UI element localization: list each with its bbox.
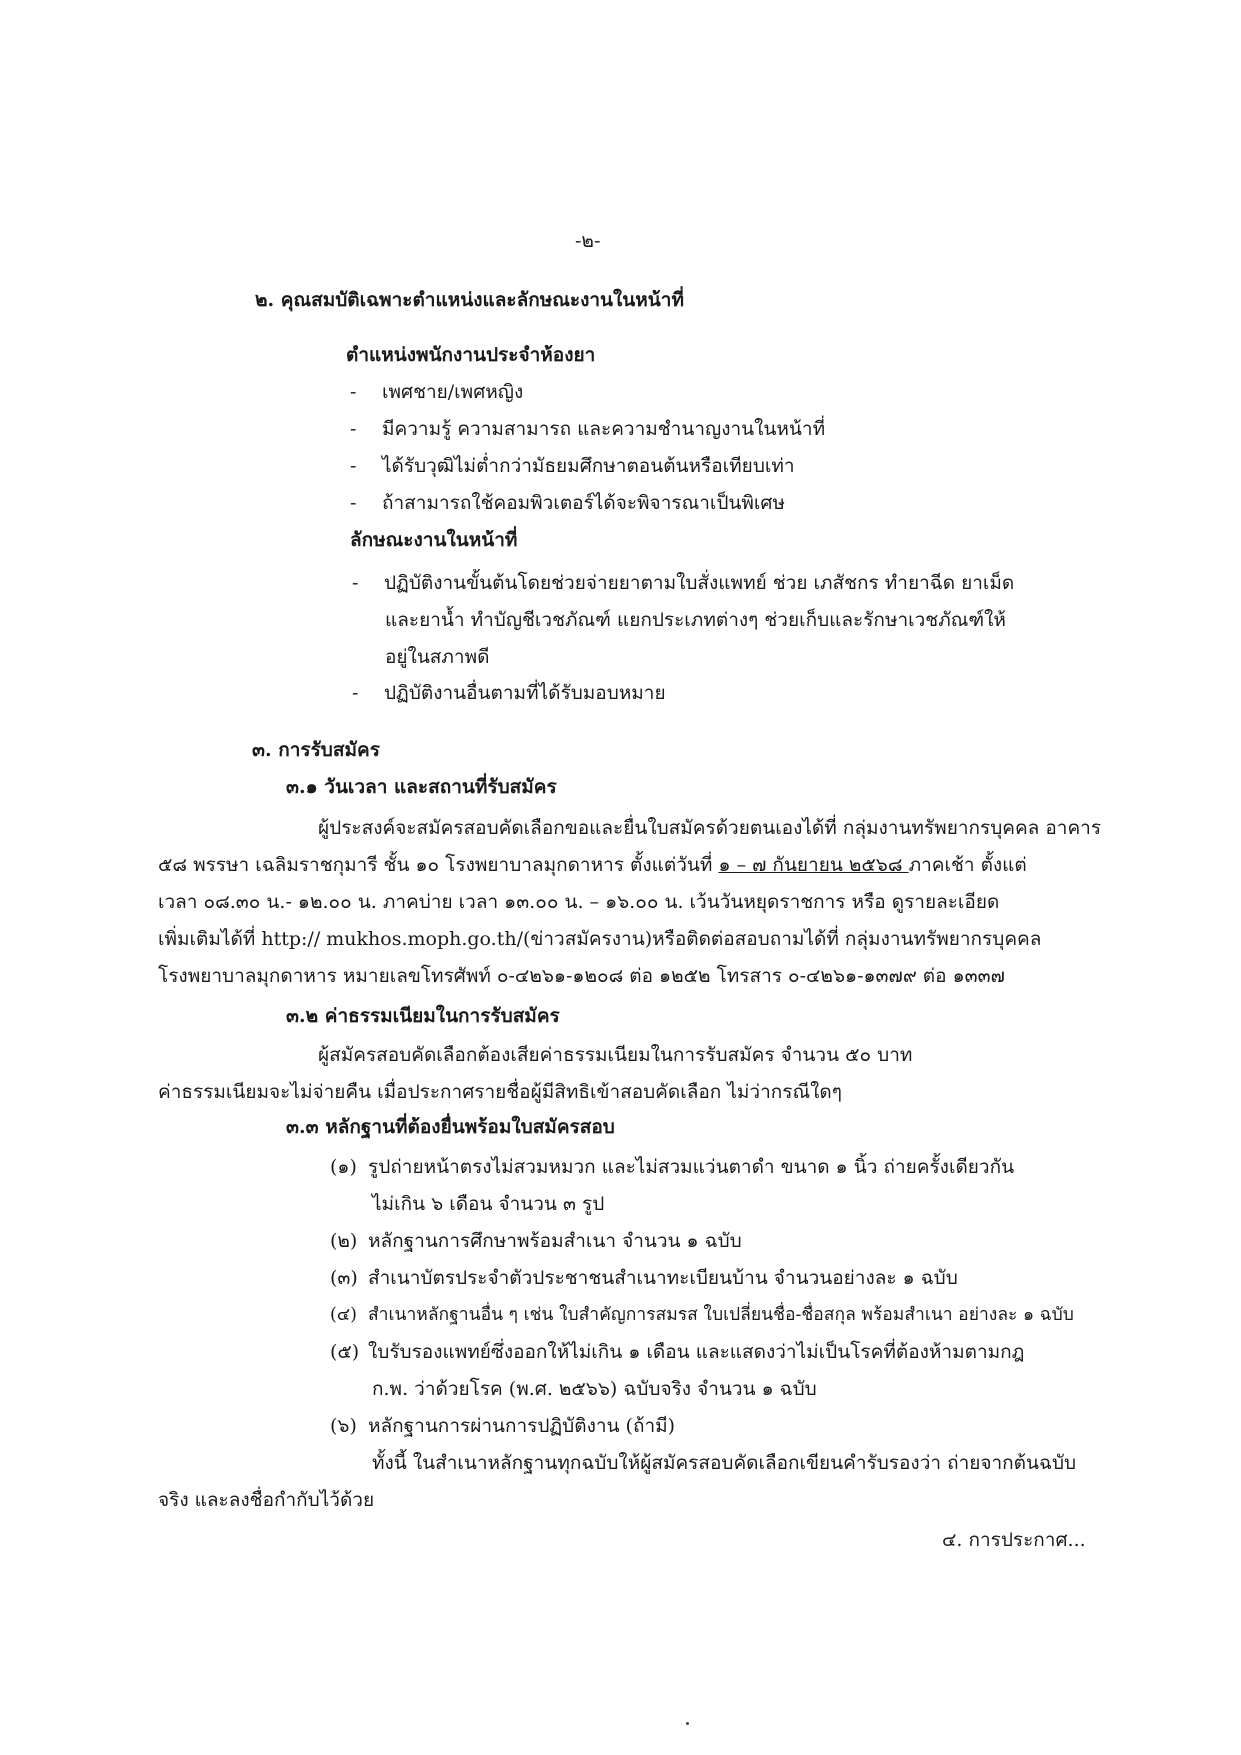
item-number: (๕) xyxy=(330,1341,360,1363)
next-page-reference: ๔. การประกาศ... xyxy=(942,1529,1086,1551)
qualification-text: ได้รับวุฒิไม่ต่ำกว่ามัธยมศึกษาตอนต้นหรือเทียบเท่า xyxy=(382,455,795,477)
item-text: สำเนาหลักฐานอื่น ๆ เช่น ใบสำคัญการสมรส ใบเปลี่ยนชื่อ-ชื่อสกุล พร้อมสำเนา อย่างละ ๑ ฉบับ xyxy=(368,1305,1074,1325)
qualification-item xyxy=(350,453,795,479)
page-number: -๒- xyxy=(575,230,601,252)
paragraph-line: ค่าธรรมเนียมจะไม่จ่ายคืน เมื่อประกาศรายชื่อผู้มีสิทธิเข้าสอบคัดเลือก ไม่ว่ากรณีใดๆ xyxy=(158,1081,842,1103)
item-number: (๒) xyxy=(330,1230,358,1252)
item-number: (๖) xyxy=(330,1415,357,1437)
duty-text: ปฏิบัติงานอื่นตามที่ได้รับมอบหมาย xyxy=(384,682,666,704)
qualification-item xyxy=(350,379,523,405)
paragraph-line xyxy=(158,852,1027,878)
position-title: ตำแหน่งพนักงานประจำห้องยา xyxy=(346,344,596,366)
bullet-dash: - xyxy=(350,418,357,440)
section2-heading: ๒. คุณสมบัติเฉพาะตำแหน่งและลักษณะงานในหน้าที่ xyxy=(255,289,684,311)
qualification-item xyxy=(350,416,825,442)
certification-note: ทั้งนี้ ในสำเนาหลักฐานทุกฉบับให้ผู้สมัครสอบคัดเลือกเขียนคำรับรองว่า ถ่ายจากต้นฉบับ xyxy=(372,1452,1077,1474)
application-date: ๑ – ๗ กันยายน ๒๕๖๘ xyxy=(718,854,909,876)
subsection-3-2-heading: ๓.๒ ค่าธรรมเนียมในการรับสมัคร xyxy=(286,1005,560,1027)
document-item xyxy=(330,1339,1024,1365)
document-item xyxy=(330,1302,1074,1328)
duty-continuation: อยู่ในสภาพดี xyxy=(385,646,490,668)
item-number: (๔) xyxy=(330,1305,357,1325)
document-item xyxy=(330,1228,742,1254)
bullet-dash: - xyxy=(352,572,359,594)
item-continuation: ไม่เกิน ๖ เดือน จำนวน ๓ รูป xyxy=(372,1193,605,1215)
item-number: (๑) xyxy=(330,1156,357,1178)
duty-item xyxy=(352,680,666,706)
item-continuation: ก.พ. ว่าด้วยโรค (พ.ศ. ๒๕๖๖) ฉบับจริง จำนวน ๑ ฉบับ xyxy=(372,1378,817,1400)
document-item xyxy=(330,1265,958,1291)
duty-continuation: และยาน้ำ ทำบัญชีเวชภัณฑ์ แยกประเภทต่างๆ ช่วยเก็บและรักษาเวชภัณฑ์ให้ xyxy=(385,609,1006,631)
duties-title: ลักษณะงานในหน้าที่ xyxy=(350,529,518,551)
section3-heading: ๓. การรับสมัคร xyxy=(252,739,380,761)
document-item xyxy=(330,1413,675,1439)
item-text: หลักฐานการผ่านการปฏิบัติงาน (ถ้ามี) xyxy=(368,1415,676,1437)
qualification-text: มีความรู้ ความสามารถ และความชำนาญงานในหน้าที่ xyxy=(382,418,826,440)
paragraph-line: เวลา ๐๘.๓๐ น.- ๑๒.๐๐ น. ภาคบ่าย เวลา ๑๓.๐๐ น. – ๑๖.๐๐ น. เว้นวันหยุดราชการ หรือ ดูรายละเอียด xyxy=(158,891,1000,913)
text-span: ภาคเช้า ตั้งแต่ xyxy=(908,854,1027,876)
paragraph-line: เพิ่มเติมได้ที่ http:// mukhos.moph.go.th/(ข่าวสมัครงาน)หรือติดต่อสอบถามได้ที่ กลุ่มงานทรัพยากรบุคคล xyxy=(158,928,1042,950)
item-text: สำเนาบัตรประจำตัวประชาชนสำเนาทะเบียนบ้าน จำนวนอย่างละ ๑ ฉบับ xyxy=(368,1267,958,1289)
subsection-3-3-heading: ๓.๓ หลักฐานที่ต้องยื่นพร้อมใบสมัครสอบ xyxy=(286,1116,615,1138)
item-text: รูปถ่ายหน้าตรงไม่สวมหมวก และไม่สวมแว่นตาดำ ขนาด ๑ นิ้ว ถ่ายครั้งเดียวกัน xyxy=(368,1156,1015,1178)
paragraph-line: ผู้สมัครสอบคัดเลือกต้องเสียค่าธรรมเนียมในการรับสมัคร จำนวน ๕๐ บาท xyxy=(318,1044,913,1066)
qualification-text: ถ้าสามารถใช้คอมพิวเตอร์ได้จะพิจารณาเป็นพิเศษ xyxy=(382,492,786,514)
qualification-text: เพศชาย/เพศหญิง xyxy=(382,381,524,403)
text-span: ๕๘ พรรษา เฉลิมราชกุมารี ชั้น ๑๐ โรงพยาบาลมุกดาหาร ตั้งแต่วันที่ xyxy=(158,854,719,876)
paragraph-line: โรงพยาบาลมุกดาหาร หมายเลขโทรศัพท์ ๐-๔๒๖๑-๑๒๐๘ ต่อ ๑๒๕๒ โทรสาร ๐-๔๒๖๑-๑๓๗๙ ต่อ ๑๓๓๗ xyxy=(158,965,1005,987)
scan-speck xyxy=(686,1722,689,1725)
item-text: หลักฐานการศึกษาพร้อมสำเนา จำนวน ๑ ฉบับ xyxy=(368,1230,742,1252)
duty-item xyxy=(352,570,1014,596)
certification-note-continuation: จริง และลงชื่อกำกับไว้ด้วย xyxy=(158,1489,375,1511)
item-text: ใบรับรองแพทย์ซึ่งออกให้ไม่เกิน ๑ เดือน และแสดงว่าไม่เป็นโรคที่ต้องห้ามตามกฎ xyxy=(368,1341,1025,1363)
item-number: (๓) xyxy=(330,1267,358,1289)
bullet-dash: - xyxy=(350,455,357,477)
document-item xyxy=(330,1154,1014,1180)
bullet-dash: - xyxy=(350,492,357,514)
bullet-dash: - xyxy=(350,381,357,403)
qualification-item xyxy=(350,490,785,516)
bullet-dash: - xyxy=(352,682,359,704)
paragraph-line: ผู้ประสงค์จะสมัครสอบคัดเลือกขอและยื่นใบสมัครด้วยตนเองได้ที่ กลุ่มงานทรัพยากรบุคคล อาคาร xyxy=(318,817,1102,839)
subsection-3-1-heading: ๓.๑ วันเวลา และสถานที่รับสมัคร xyxy=(286,776,557,798)
duty-text: ปฏิบัติงานขั้นต้นโดยช่วยจ่ายยาตามใบสั่งแพทย์ ช่วย เภสัชกร ทำยาฉีด ยาเม็ด xyxy=(384,572,1015,594)
